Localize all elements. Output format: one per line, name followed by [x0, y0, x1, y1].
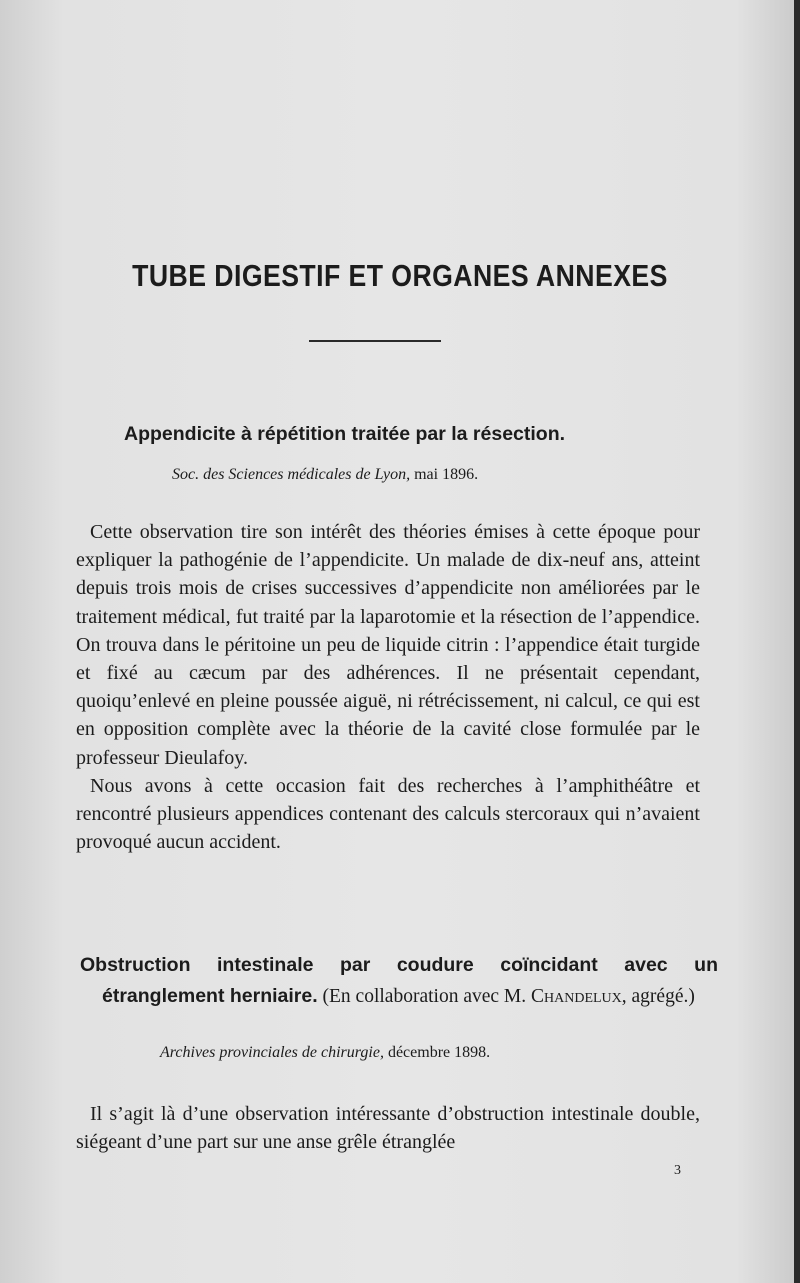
article-2-title: [80, 950, 718, 1012]
title-divider: [309, 340, 441, 342]
article-2-title-note-end: , agrégé.): [621, 986, 695, 1007]
article-1-paragraph-1: Cette observation tire son intérêt des théories émises à cette époque pour expliquer la pathogénie de l’appendicite. Un malade de dix-neuf ans, atteint depuis trois mois de crises successives d’appendicite non améliorées par le traitement médical, fut traité par la laparotomie et la résection de l’appendice. On trouva dans le péritoine un peu de liquide citrin : l’appendice était turgide et fixé au cæcum par des adhérences. Il ne présentait cependant, quoiqu’enlevé en pleine poussée aiguë, ni rétrécissement, ni calcul, ce qui est en opposition complète avec la théorie de la cavité close formulée par le professeur Dieulafoy.: [76, 521, 700, 769]
article-1-body: [76, 518, 700, 856]
article-2-body: [76, 1100, 700, 1156]
article-1-source: [172, 466, 478, 484]
article-1-paragraph-2: Nous avons à cette occasion fait des recherches à l’amphithéâtre et rencontré plusieurs appendices contenant des calculs stercoraux qui n’avaient provoqué aucun accident.: [76, 774, 700, 854]
article-2-source: [160, 1044, 490, 1062]
article-2-paragraph-1: Il s’agit là d’une observation intéressante d’obstruction intestinale double, siégeant d’une part sur une anse grêle étranglée: [76, 1103, 700, 1154]
article-1-journal: Soc. des Sciences médicales de Lyon,: [172, 466, 411, 483]
article-2-title-note-start: (En collaboration avec M.: [317, 986, 531, 1007]
section-title: TUBE DIGESTIF ET ORGANES ANNEXES: [132, 258, 668, 293]
article-2-date: décembre 1898.: [383, 1044, 491, 1061]
article-2-collaborator: Chandelux: [531, 986, 622, 1007]
article-1-title: Appendicite à répétition traitée par la résection.: [124, 423, 566, 445]
article-2-title-main: Obstruction intestinale par coudure coïncidant avec un étranglement herniaire.: [80, 954, 718, 1007]
article-2-journal: Archives provinciales de chirurgie,: [160, 1044, 384, 1061]
article-1-date: mai 1896.: [410, 466, 479, 483]
page-number: 3: [674, 1163, 681, 1178]
